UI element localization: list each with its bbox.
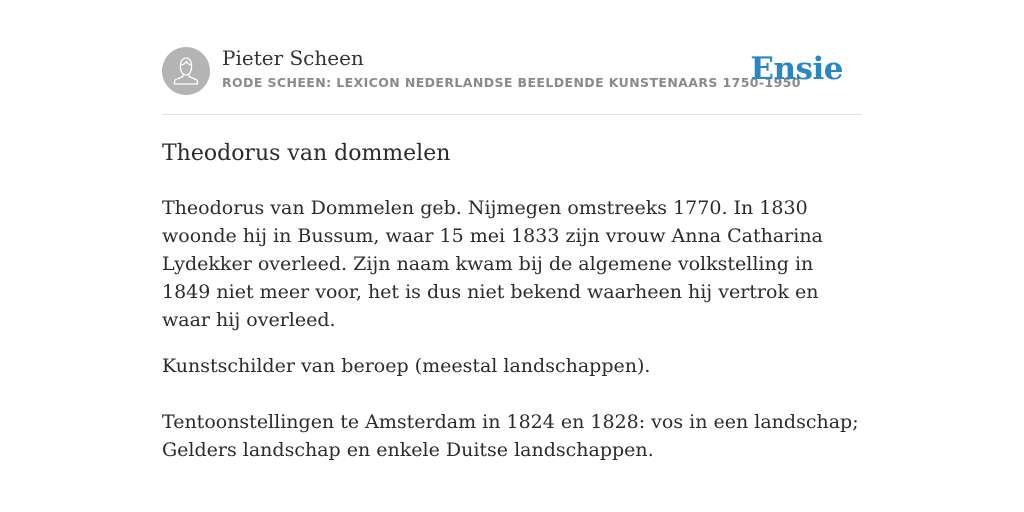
- article-paragraph: Theodorus van Dommelen geb. Nijmegen omstreeks 1770. In 1830 woonde hij in Bussum, waar 15 mei 1833 zijn vrouw Anna Catharina Lydekker overleed. Zijn naam kwam bij de algemene volkstelling in 1849 niet meer voor, het is dus niet bekend waarheen hij vertrok en waar hij overleed.: [162, 197, 823, 331]
- source-title[interactable]: RODE SCHEEN: LEXICON NEDERLANDSE BEELDENDE KUNSTENAARS 1750-1950: [222, 75, 801, 90]
- article-card: [162, 44, 862, 464]
- article-paragraph: Tentoonstellingen te Amsterdam in 1824 en 1828: vos in een landschap; Gelders landschap en enkele Duitse landschappen.: [162, 411, 859, 461]
- article-title: Theodorus van dommelen: [162, 141, 451, 166]
- article-paragraph: Kunstschilder van beroep (meestal landschappen).: [162, 355, 651, 377]
- author-header: [162, 44, 862, 115]
- ensie-logo[interactable]: Ensie: [750, 51, 843, 87]
- user-avatar-icon[interactable]: [162, 47, 210, 95]
- author-name[interactable]: Pieter Scheen: [222, 46, 364, 70]
- article-body: [162, 194, 862, 464]
